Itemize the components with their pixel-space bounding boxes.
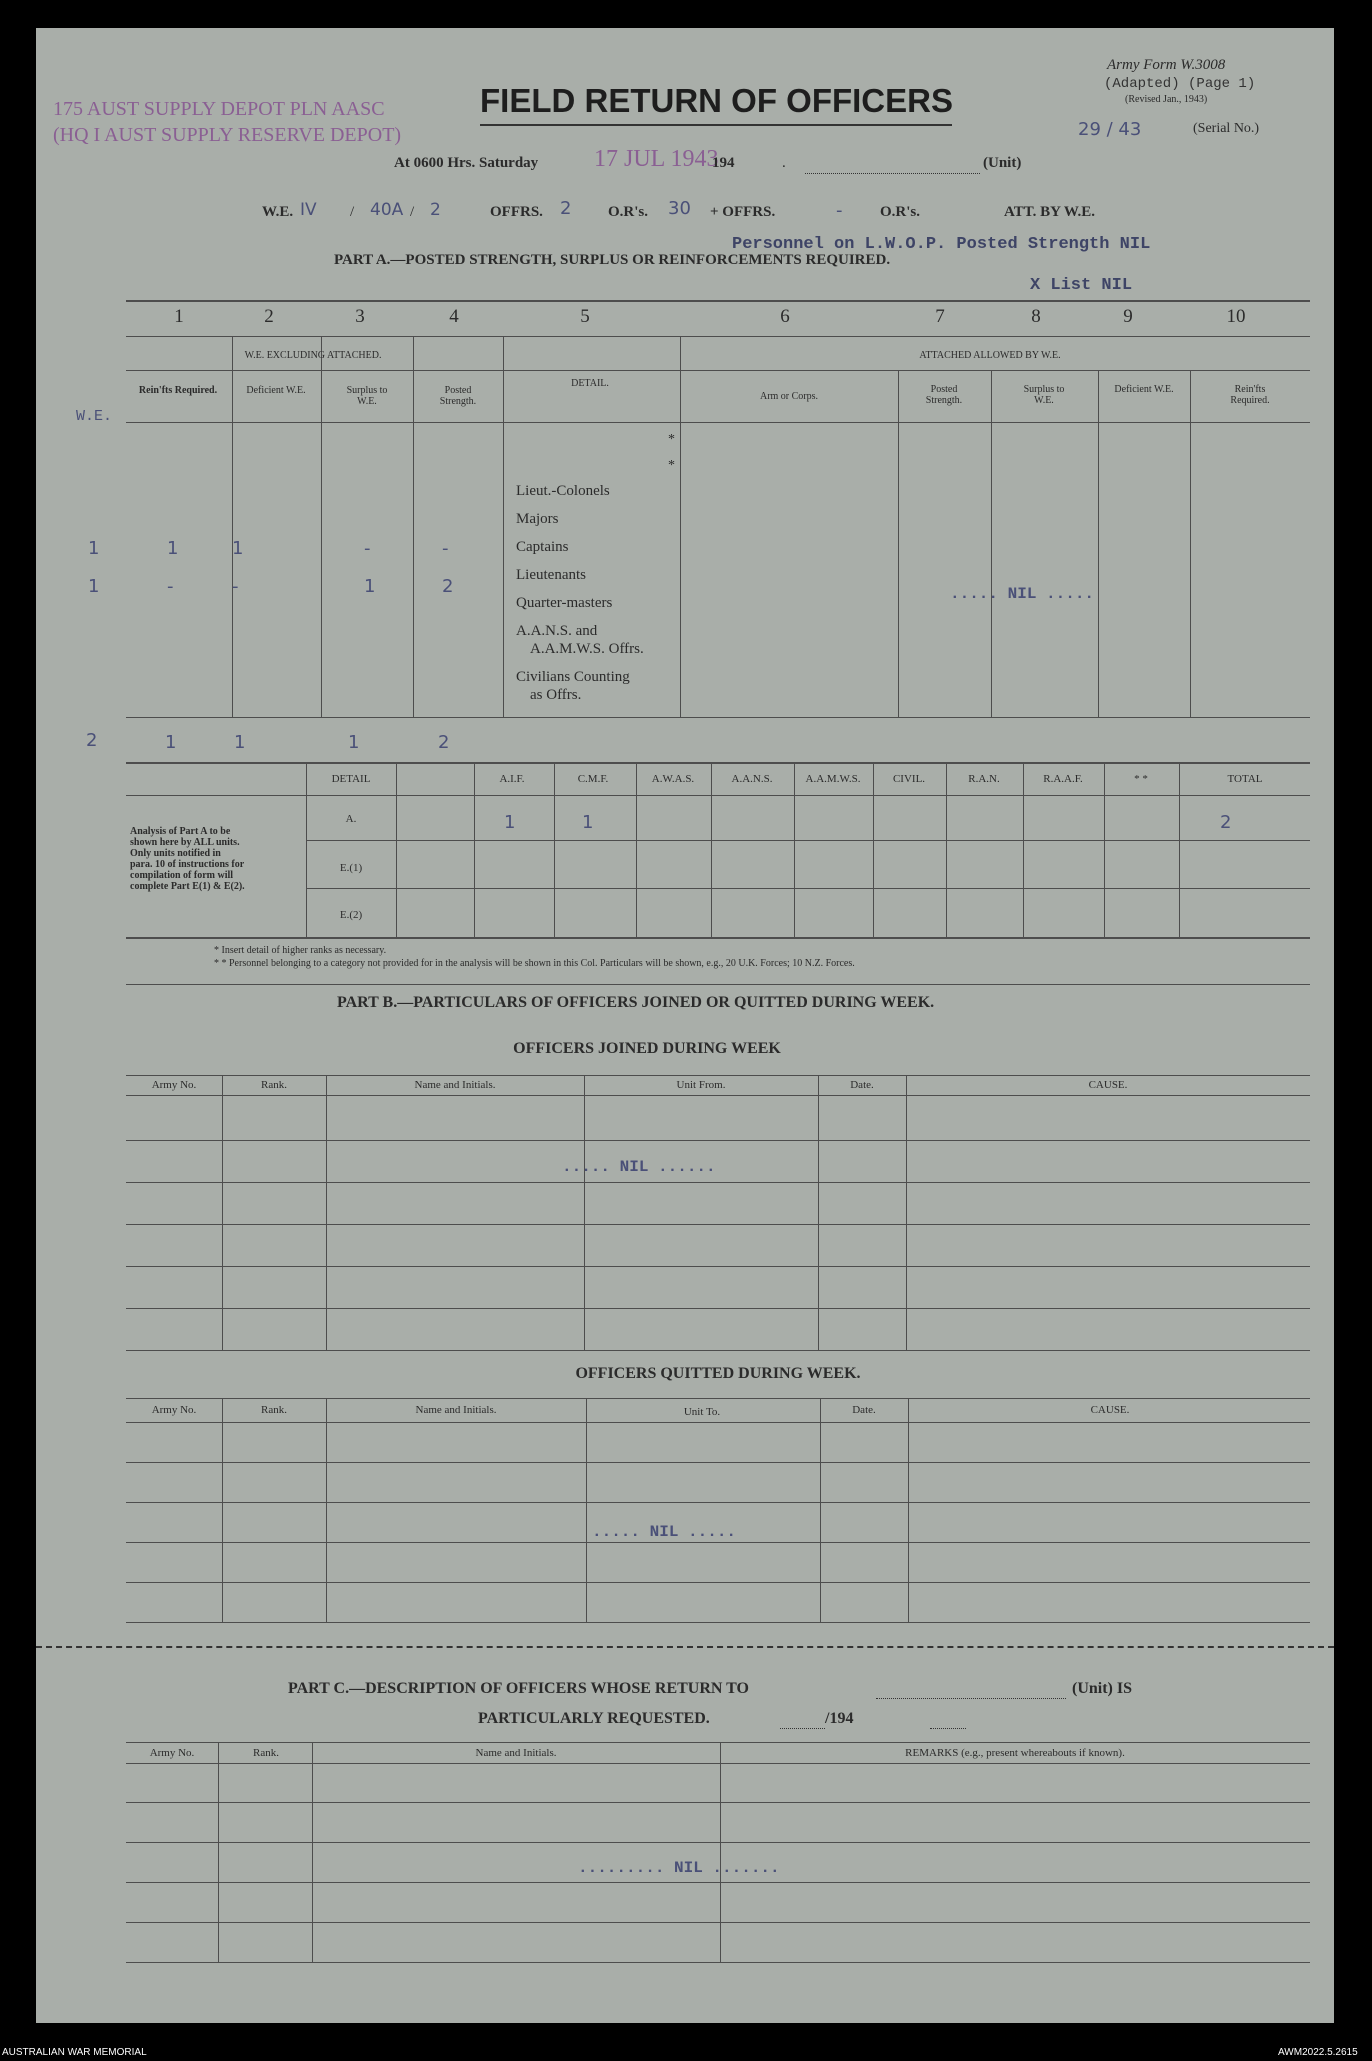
captains-reinfts: 1 (167, 538, 179, 559)
detail-header: DETAIL. (571, 378, 609, 389)
header-att-posted-strength: Posted Strength. (925, 384, 963, 406)
ors-label-2: O.R's. (880, 204, 921, 220)
joined-title: OFFICERS JOINED DURING WEEK (513, 1040, 781, 1057)
col-number-4: 4 (449, 306, 459, 327)
page-title: FIELD RETURN OF OFFICERS (480, 82, 953, 119)
joined-header-unit-from: Unit From. (676, 1079, 726, 1091)
quitted-header-unit-to: Unit To. (683, 1406, 721, 1418)
part-a-title: PART A.—POSTED STRENGTH, SURPLUS OR REINFORCEMENTS REQUIRED. (334, 252, 891, 268)
unit-stamp-line1: 175 AUST SUPPLY DEPOT PLN AASC (53, 98, 385, 120)
plus-offrs-label: + OFFRS. (710, 204, 776, 220)
captains-deficient: 1 (232, 538, 244, 559)
header-posted-strength: Posted Strength. (439, 385, 477, 407)
asterisk-2: * (668, 458, 675, 473)
we-value-3: 2 (430, 200, 441, 220)
rank-lieut-colonels: Lieut.-Colonels (516, 483, 610, 499)
col-number-7: 7 (935, 306, 945, 327)
header-deficient-we: Deficient W.E. (246, 385, 306, 396)
part-c-header-name: Name and Initials. (475, 1747, 557, 1759)
analysis-header-detail: DETAIL (331, 773, 371, 785)
serial-label: (Serial No.) (1193, 121, 1260, 136)
we-margin-label: W.E. (76, 408, 113, 425)
joined-nil: ..... NIL ...... (562, 1158, 716, 1176)
rank-captains: Captains (516, 539, 569, 555)
offrs-label: OFFRS. (490, 204, 543, 220)
joined-header-name: Name and Initials. (414, 1079, 496, 1091)
analysis-header-civil: CIVIL. (892, 773, 926, 785)
lieutenants-surplus: 1 (364, 576, 376, 597)
offrs-value: 2 (560, 198, 572, 219)
revised-label: (Revised Jan., 1943) (1125, 94, 1208, 105)
quitted-title: OFFICERS QUITTED DURING WEEK. (575, 1365, 861, 1382)
analysis-total-value: 2 (1220, 812, 1232, 833)
joined-header-date: Date. (850, 1079, 874, 1091)
asterisk-1: * (668, 432, 675, 447)
header-att-reinfts: Rein'fts Required. (1230, 384, 1270, 406)
year-end: . (782, 155, 786, 171)
part-b-title: PART B.—PARTICULARS OF OFFICERS JOINED OR QUITTED DURING WEEK. (337, 994, 935, 1011)
col-number-6: 6 (780, 306, 790, 327)
total-posted: 2 (438, 732, 450, 753)
we-value-2: 40A (370, 200, 404, 220)
part-c-date: /194 (825, 1710, 854, 1727)
col-number-8: 8 (1031, 306, 1041, 327)
col-number-2: 2 (264, 306, 274, 327)
analysis-cmf-value: 1 (582, 812, 594, 833)
part-c-header-remarks: REMARKS (e.g., present whereabouts if known). (905, 1747, 1125, 1759)
quitted-header-cause: CAUSE. (1090, 1404, 1130, 1416)
lieutenants-margin: 1 (88, 576, 100, 597)
total-deficient: 1 (234, 732, 246, 753)
analysis-aif-value: 1 (504, 812, 516, 833)
analysis-row-e2: E.(2) (339, 909, 363, 921)
ors-label: O.R's. (608, 204, 649, 220)
footer-right: AWM2022.5.2615 (1278, 2047, 1358, 2058)
header-att-surplus: Surplus to W.E. (1023, 384, 1065, 406)
rank-civilians-2: as Offrs. (530, 687, 582, 703)
part-c-unit-is: (Unit) IS (1072, 1680, 1133, 1697)
we-label: W.E. (262, 204, 294, 220)
col-number-3: 3 (355, 306, 365, 327)
analysis-header-other: * * (1134, 773, 1148, 785)
unit-stamp-line2: (HQ I AUST SUPPLY RESERVE DEPOT) (53, 124, 402, 146)
rank-majors: Majors (516, 511, 559, 527)
analysis-note-6: complete Part E(1) & E(2). (130, 881, 245, 892)
part-c-line2: PARTICULARLY REQUESTED. (478, 1710, 710, 1727)
army-form-label: Army Form W.3008 (1107, 57, 1226, 73)
joined-header-army-no: Army No. (151, 1079, 197, 1091)
analysis-header-aamws: A.A.M.W.S. (805, 773, 861, 785)
serial-number: 29 / 43 (1078, 119, 1142, 140)
analysis-note-1: Analysis of Part A to be (130, 826, 231, 837)
typed-lwop: Personnel on L.W.O.P. Posted Strength NIL (732, 235, 1151, 254)
analysis-note-2: shown here by ALL units. (130, 837, 240, 848)
analysis-note-4: para. 10 of instructions for (130, 859, 245, 870)
footnote-1: * Insert detail of higher ranks as necessary. (214, 945, 387, 956)
col-number-9: 9 (1123, 306, 1133, 327)
footnote-2: * * Personnel belonging to a category not provided for in the analysis will be shown in this Col. Particulars will be shown, e.g., 20 U.K. Forces; 10 N.Z. Forces. (214, 958, 855, 969)
lieutenants-posted: 2 (442, 576, 454, 597)
year-prefix: 194 (712, 155, 735, 171)
part-c-header-army-no: Army No. (149, 1747, 195, 1759)
rank-quarter-masters: Quarter-masters (516, 595, 613, 611)
analysis-header-aif: A.I.F. (499, 773, 525, 785)
analysis-row-a: A. (345, 813, 357, 825)
adapted-label: (Adapted) (Page 1) (1104, 76, 1256, 92)
analysis-header-aans: A.A.N.S. (731, 773, 773, 785)
part-c-header-rank: Rank. (253, 1747, 279, 1759)
ors-value: 30 (668, 198, 691, 219)
quitted-nil: ..... NIL ..... (592, 1523, 737, 1541)
total-margin: 2 (86, 730, 98, 751)
analysis-note-3: Only units notified in (130, 848, 221, 859)
joined-header-rank: Rank. (261, 1079, 287, 1091)
quitted-header-rank: Rank. (261, 1404, 287, 1416)
attached-allowed-header: ATTACHED ALLOWED BY W.E. (919, 350, 1061, 361)
rank-aans: A.A.N.S. and (516, 623, 598, 639)
footer-left: AUSTRALIAN WAR MEMORIAL (2, 2047, 147, 2058)
header-att-deficient: Deficient W.E. (1114, 384, 1174, 395)
lieutenants-deficient: - (232, 576, 239, 597)
we-excluding-header: W.E. EXCLUDING ATTACHED. (244, 350, 382, 361)
col-number-5: 5 (580, 306, 590, 327)
analysis-header-total: TOTAL (1227, 773, 1263, 785)
captains-surplus: - (364, 538, 371, 559)
captains-posted: - (442, 538, 449, 559)
captains-margin: 1 (88, 538, 100, 559)
col-number-10: 10 (1226, 306, 1246, 327)
joined-header-cause: CAUSE. (1088, 1079, 1128, 1091)
analysis-header-awas: A.W.A.S. (651, 773, 695, 785)
rank-aamws: A.A.M.W.S. Offrs. (530, 641, 644, 657)
unit-label: (Unit) (983, 155, 1022, 171)
plus-offrs-value: - (836, 200, 843, 221)
total-surplus: 1 (348, 732, 360, 753)
quitted-header-army-no: Army No. (151, 1404, 197, 1416)
col-number-1: 1 (174, 306, 184, 327)
lieutenants-reinfts: - (167, 576, 174, 597)
rank-civilians: Civilians Counting (516, 669, 630, 685)
header-reinfts-required: Rein'fts Required. (138, 385, 218, 396)
we-value-1: IV (300, 200, 317, 220)
att-by-we-label: ATT. BY W.E. (1004, 204, 1096, 220)
analysis-header-raaf: R.A.A.F. (1043, 773, 1083, 785)
part-c-title: PART C.—DESCRIPTION OF OFFICERS WHOSE RETURN TO (288, 1680, 749, 1697)
quitted-header-name: Name and Initials. (415, 1404, 497, 1416)
analysis-header-ran: R.A.N. (968, 773, 1000, 785)
analysis-note-5: compilation of form will (130, 870, 234, 881)
part-c-nil: ......... NIL ....... (578, 1859, 780, 1877)
header-surplus-we: Surplus to W.E. (346, 385, 388, 407)
total-reinfts: 1 (165, 732, 177, 753)
header-arm-corps: Arm or Corps. (759, 391, 819, 402)
attached-nil: ..... NIL ..... (950, 585, 1095, 603)
date-stamp: 17 JUL 1943 (594, 146, 719, 172)
analysis-header-cmf: C.M.F. (577, 773, 609, 785)
rank-lieutenants: Lieutenants (516, 567, 586, 583)
quitted-header-date: Date. (852, 1404, 876, 1416)
typed-xlist: X List NIL (1030, 276, 1133, 295)
analysis-row-e1: E.(1) (339, 862, 363, 874)
at-hours-label: At 0600 Hrs. Saturday (394, 155, 539, 171)
